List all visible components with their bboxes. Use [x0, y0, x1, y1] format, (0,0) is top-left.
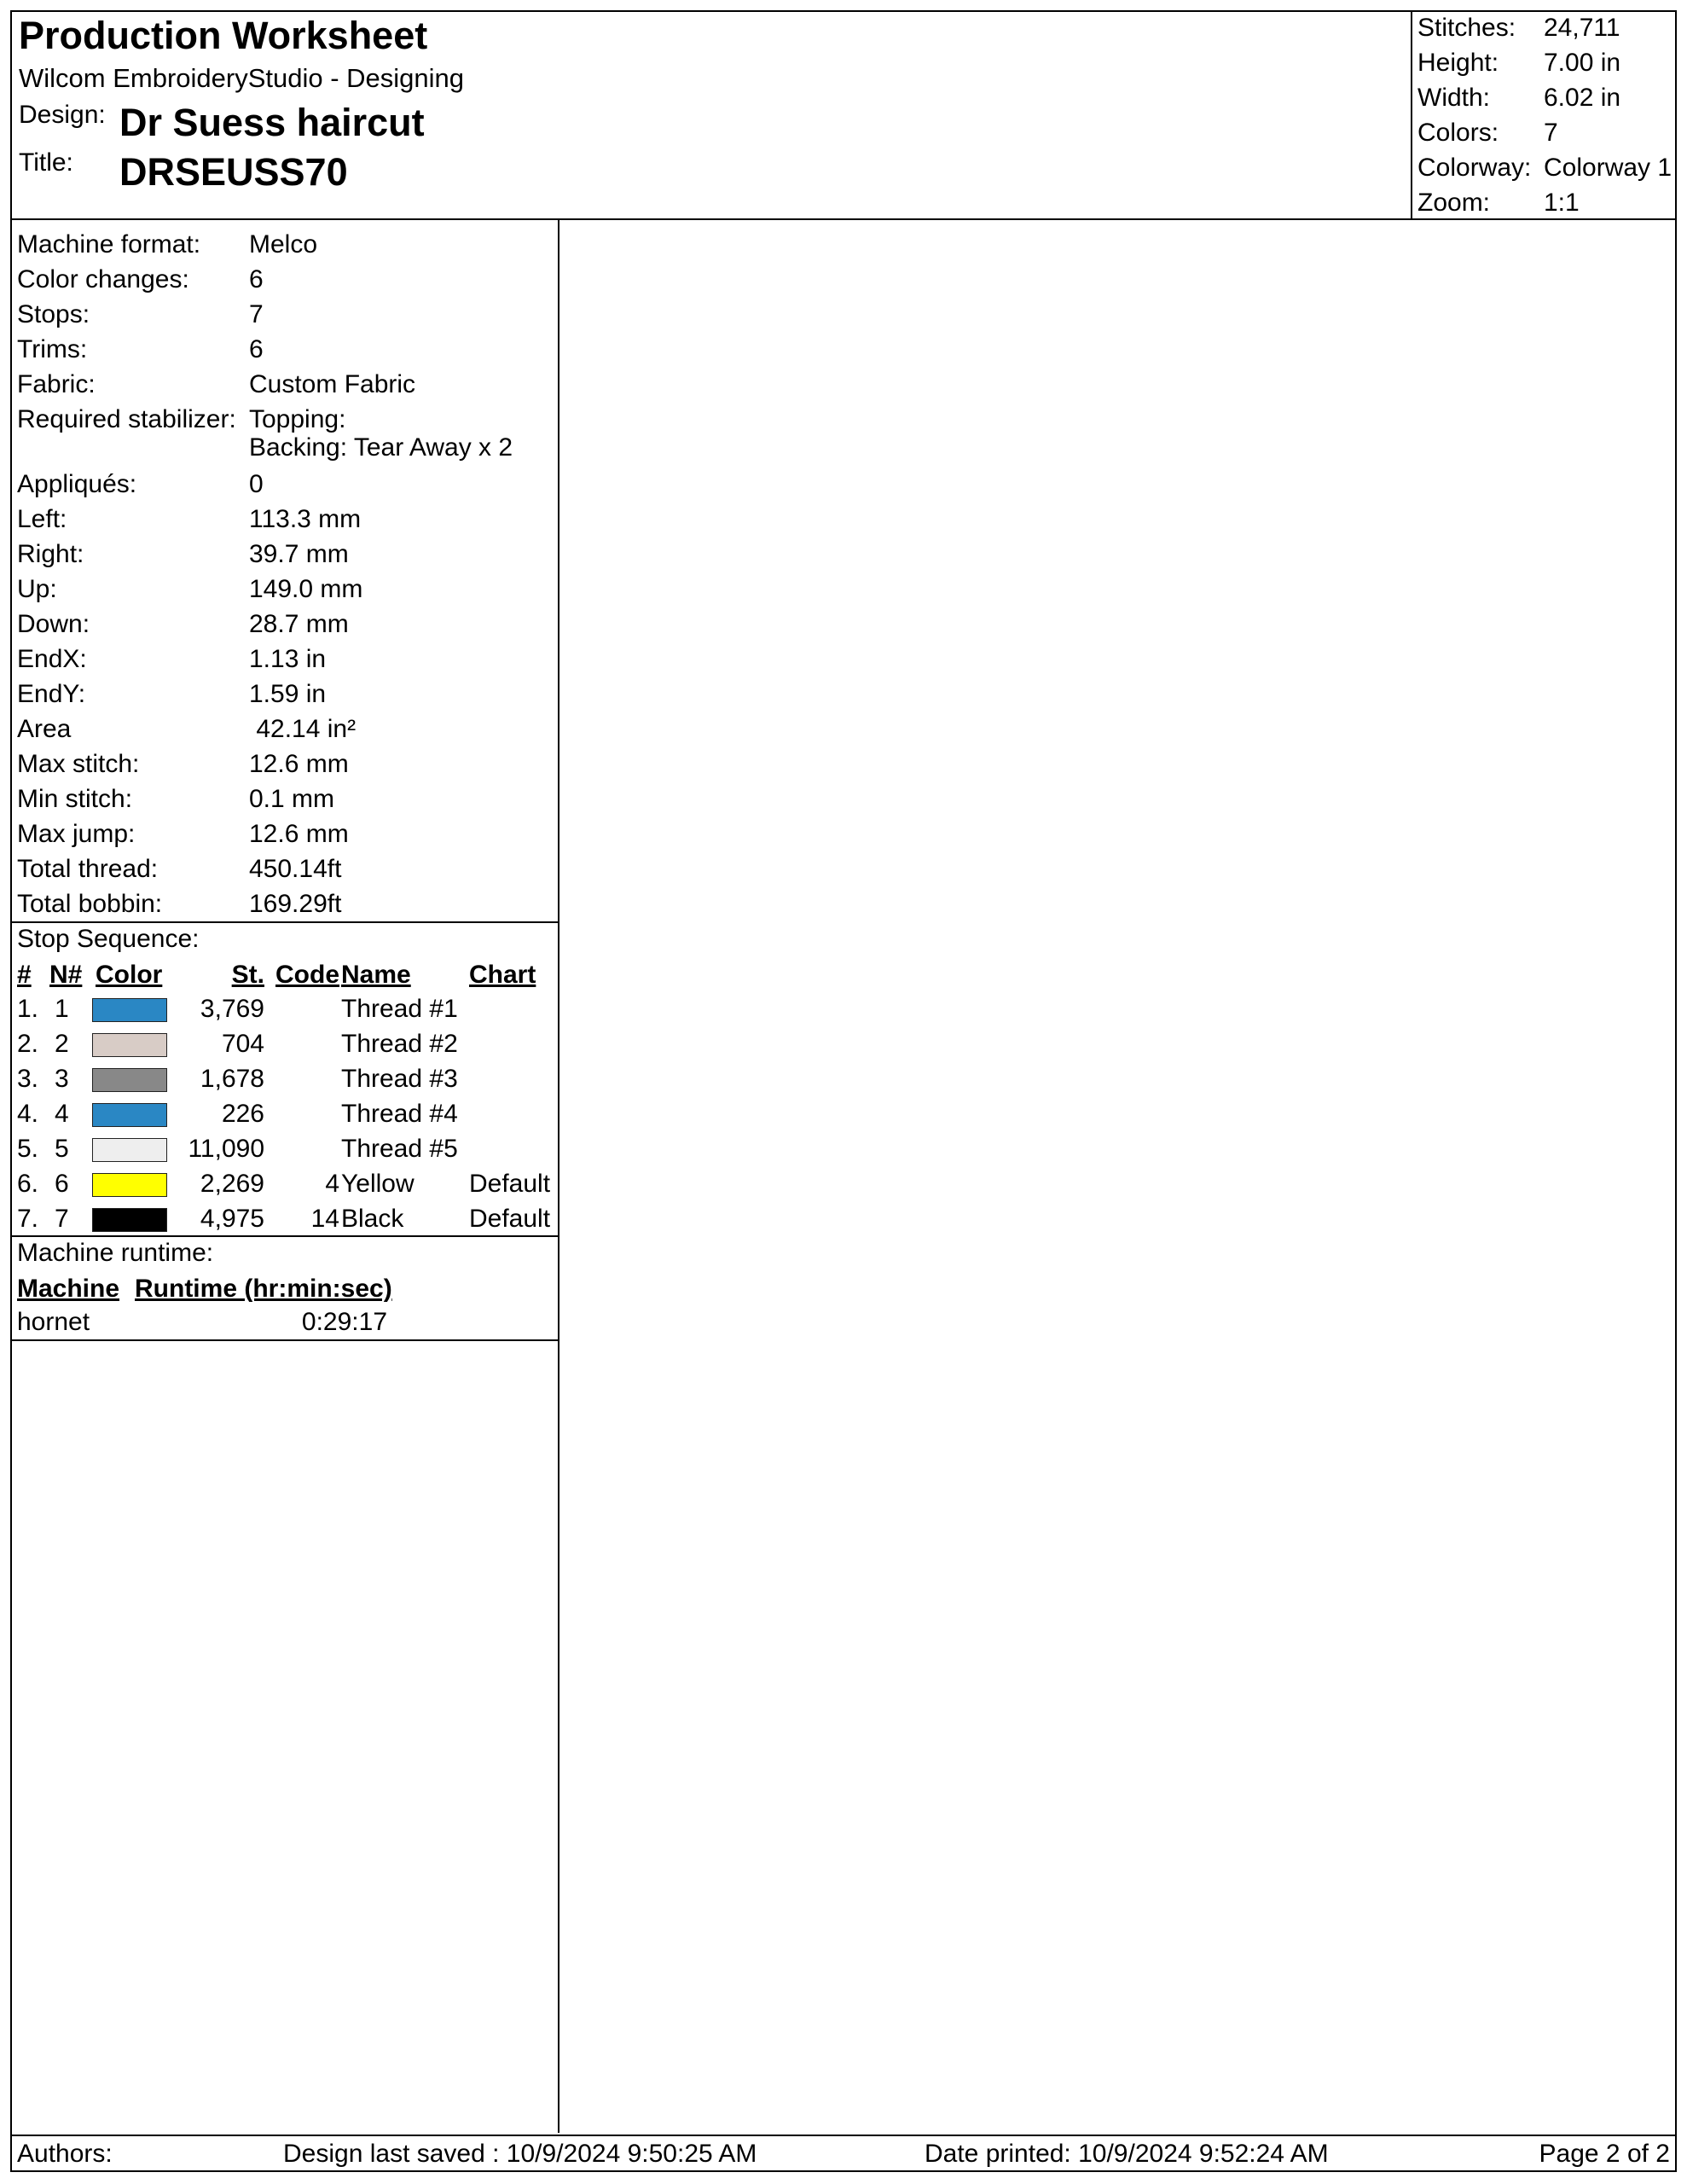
info-label: EndY:	[17, 680, 86, 708]
section-divider	[12, 921, 558, 923]
stop-number: 7.	[17, 1205, 39, 1233]
color-swatch	[92, 998, 167, 1022]
needle-number: 3	[55, 1065, 69, 1093]
summary-label: Colorway:	[1417, 154, 1532, 182]
summary-row	[1412, 119, 1677, 153]
summary-row	[1412, 49, 1677, 83]
needle-number: 4	[55, 1100, 69, 1128]
design-title: DRSEUSS70	[119, 150, 348, 194]
summary-label: Height:	[1417, 49, 1499, 77]
col-header-machine: Machine	[17, 1275, 120, 1303]
summary-row	[1412, 154, 1677, 188]
summary-row	[1412, 189, 1677, 223]
summary-label: Zoom:	[1417, 189, 1491, 217]
stitch-count: 4,975	[200, 1205, 264, 1233]
stop-sequence-title: Stop Sequence:	[17, 925, 200, 953]
footer-page-number: Page 2 of 2	[1539, 2140, 1670, 2168]
info-label: Max jump:	[17, 820, 136, 848]
thread-name: Black	[341, 1205, 404, 1233]
info-label: Machine format:	[17, 230, 201, 258]
info-label: Max stitch:	[17, 750, 140, 778]
thread-chart: Default	[469, 1205, 551, 1233]
info-value: 113.3 mm	[249, 505, 362, 533]
info-label: EndX:	[17, 645, 87, 673]
thread-name: Thread #4	[341, 1100, 458, 1128]
footer-date-printed: Date printed: 10/9/2024 9:52:24 AM	[925, 2140, 1329, 2168]
info-label: Total thread:	[17, 855, 159, 883]
section-divider	[12, 1339, 558, 1341]
section-divider	[12, 1235, 558, 1237]
stitch-count: 3,769	[200, 995, 264, 1023]
info-label: Down:	[17, 610, 90, 638]
stitch-count: 2,269	[200, 1170, 264, 1198]
col-header-number: #	[17, 961, 32, 989]
info-value: 450.14ft	[249, 855, 342, 883]
worksheet-frame	[10, 10, 1677, 2172]
worksheet-title: Production Worksheet	[19, 14, 428, 57]
summary-value: 7	[1544, 119, 1558, 147]
info-value: 6	[249, 335, 264, 363]
stitch-count: 11,090	[188, 1135, 264, 1163]
thread-code: 4	[325, 1170, 339, 1198]
column-divider	[558, 220, 559, 2133]
stitch-count: 1,678	[200, 1065, 264, 1093]
footer-last-saved: Design last saved : 10/9/2024 9:50:25 AM	[283, 2140, 757, 2168]
info-value: 1.59 in	[249, 680, 327, 708]
info-value: Backing: Tear Away x 2	[249, 433, 513, 462]
app-name: Wilcom EmbroideryStudio - Designing	[19, 63, 465, 93]
summary-value: 7.00 in	[1544, 49, 1621, 77]
col-header-runtime: Runtime (hr:min:sec)	[135, 1275, 392, 1303]
info-value: 39.7 mm	[249, 540, 349, 568]
stop-number: 1.	[17, 995, 39, 1023]
thread-name: Thread #1	[341, 995, 458, 1023]
color-swatch	[92, 1068, 167, 1092]
info-value: 12.6 mm	[249, 820, 349, 848]
info-label: Area	[17, 715, 72, 743]
info-label: Fabric:	[17, 370, 96, 398]
stitch-count: 704	[221, 1030, 264, 1058]
stop-number: 5.	[17, 1135, 39, 1163]
summary-row	[1412, 84, 1677, 118]
needle-number: 7	[55, 1205, 69, 1233]
needle-number: 5	[55, 1135, 69, 1163]
design-label: Design:	[19, 101, 106, 129]
summary-label: Width:	[1417, 84, 1491, 112]
info-label: Appliqués:	[17, 470, 137, 498]
design-name: Dr Suess haircut	[119, 101, 425, 144]
info-label: Trims:	[17, 335, 88, 363]
runtime-title: Machine runtime:	[17, 1239, 214, 1267]
info-label: Left:	[17, 505, 67, 533]
info-value: 169.29ft	[249, 890, 342, 918]
stop-number: 4.	[17, 1100, 39, 1128]
needle-number: 1	[55, 995, 69, 1023]
info-value: Custom Fabric	[249, 370, 416, 398]
col-header-name: Name	[341, 961, 411, 989]
info-label: Total bobbin:	[17, 890, 163, 918]
color-swatch	[92, 1208, 167, 1232]
summary-label: Colors:	[1417, 119, 1499, 147]
info-value: 12.6 mm	[249, 750, 349, 778]
info-value: 149.0 mm	[249, 575, 363, 603]
info-value: Melco	[249, 230, 318, 258]
col-header-color: Color	[96, 961, 163, 989]
info-value: Topping:	[249, 405, 346, 433]
info-label: Right:	[17, 540, 84, 568]
col-header-chart: Chart	[469, 961, 536, 989]
title-label: Title:	[19, 148, 73, 177]
info-value: 7	[249, 300, 264, 328]
summary-value: 6.02 in	[1544, 84, 1621, 112]
color-swatch	[92, 1103, 167, 1127]
info-label: Up:	[17, 575, 57, 603]
runtime-machine: hornet	[17, 1308, 90, 1336]
thread-chart: Default	[469, 1170, 551, 1198]
thread-name: Thread #2	[341, 1030, 458, 1058]
needle-number: 2	[55, 1030, 69, 1058]
info-value: 0	[249, 470, 264, 498]
worksheet-header	[12, 12, 1675, 220]
info-value: 1.13 in	[249, 645, 327, 673]
color-swatch	[92, 1173, 167, 1197]
info-label: Color changes:	[17, 265, 189, 293]
needle-number: 6	[55, 1170, 69, 1198]
info-label: Min stitch:	[17, 785, 133, 813]
color-swatch	[92, 1033, 167, 1057]
summary-panel	[1411, 12, 1677, 218]
thread-name: Thread #3	[341, 1065, 458, 1093]
thread-name: Thread #5	[341, 1135, 458, 1163]
summary-value: Colorway 1	[1544, 154, 1673, 182]
info-value: 42.14 in²	[249, 715, 357, 743]
footer-authors: Authors:	[17, 2140, 113, 2168]
thread-name: Yellow	[341, 1170, 415, 1198]
color-swatch	[92, 1138, 167, 1162]
info-value: 6	[249, 265, 264, 293]
footer	[12, 2135, 1675, 2172]
info-label: Required stabilizer:	[17, 405, 236, 433]
info-value: 0.1 mm	[249, 785, 335, 813]
stop-number: 2.	[17, 1030, 39, 1058]
info-label: Stops:	[17, 300, 90, 328]
runtime-value: 0:29:17	[301, 1308, 387, 1336]
stop-number: 6.	[17, 1170, 39, 1198]
summary-value: 24,711	[1544, 14, 1620, 42]
summary-row	[1412, 14, 1677, 48]
stop-number: 3.	[17, 1065, 39, 1093]
info-value: 28.7 mm	[249, 610, 349, 638]
thread-code: 14	[310, 1205, 339, 1233]
col-header-stitches: St.	[231, 961, 264, 989]
summary-value: 1:1	[1544, 189, 1580, 217]
stitch-count: 226	[221, 1100, 264, 1128]
summary-label: Stitches:	[1417, 14, 1516, 42]
col-header-needle: N#	[49, 961, 83, 989]
col-header-code: Code	[275, 961, 339, 989]
